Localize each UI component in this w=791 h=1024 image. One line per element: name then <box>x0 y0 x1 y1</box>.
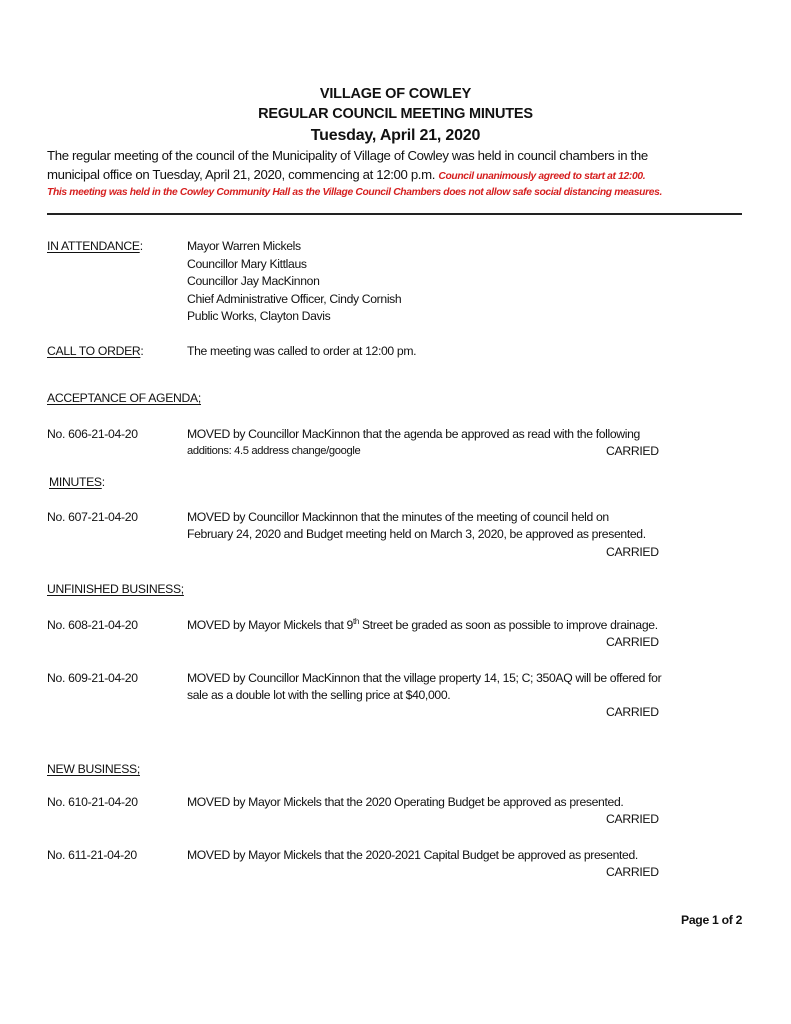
call-to-order-text: The meeting was called to order at 12:00 pm. <box>187 344 417 358</box>
motion-status: CARRIED <box>606 865 659 879</box>
minutes-section-label: MINUTES: <box>49 475 105 489</box>
call-to-order-label: CALL TO ORDER: <box>47 344 144 358</box>
intro-line-2 <box>47 167 645 182</box>
intro-note-location: This meeting was held in the Cowley Community Hall as the Village Council Chambers does not allow safe social distancing measures. <box>47 187 663 198</box>
page-number: Page 1 of 2 <box>681 913 743 927</box>
horizontal-divider <box>47 213 742 215</box>
motion-number: No. 606-21-04-20 <box>47 427 138 441</box>
motion-status: CARRIED <box>606 444 659 458</box>
motion-text: MOVED by Mayor Mickels that the 2020-2021 Capital Budget be approved as presented. <box>187 848 638 862</box>
motion-text: MOVED by Councillor MacKinnon that the agenda be approved as read with the following additions: 4.5 address change/google <box>187 427 640 457</box>
motion-status: CARRIED <box>606 812 659 826</box>
unfinished-business-label: UNFINISHED BUSINESS; <box>47 582 184 596</box>
motion-number: No. 611-21-04-20 <box>47 848 137 862</box>
motion-status: CARRIED <box>606 635 659 649</box>
attendee: Councillor Mary Kittlaus <box>187 256 307 271</box>
intro-line-2-text: municipal office on Tuesday, April 21, 2020, commencing at 12:00 p.m. <box>47 167 436 182</box>
intro-paragraph <box>47 146 747 200</box>
attendance-label: IN ATTENDANCE: <box>47 239 143 253</box>
motion-text: MOVED by Mayor Mickels that the 2020 Operating Budget be approved as presented. <box>187 795 624 809</box>
org-name: VILLAGE OF COWLEY <box>319 86 472 102</box>
motion-number: No. 609-21-04-20 <box>47 671 138 685</box>
document-title: REGULAR COUNCIL MEETING MINUTES <box>258 106 533 122</box>
motion-number: No. 608-21-04-20 <box>47 618 138 632</box>
attendee: Mayor Warren Mickels <box>187 239 301 253</box>
motion-text: MOVED by Councillor MacKinnon that the village property 14, 15; C; 350AQ will be offered for sale as a double lot with the selling price at $40,000. <box>187 671 662 702</box>
intro-line-1: The regular meeting of the council of the Municipality of Village of Cowley was held in council chambers in the <box>47 148 648 163</box>
motion-number: No. 607-21-04-20 <box>47 510 138 524</box>
attendance-list <box>187 238 401 326</box>
attendee: Councillor Jay MacKinnon <box>187 274 320 288</box>
attendee: Public Works, Clayton Davis <box>187 309 331 323</box>
motion-status: CARRIED <box>606 545 659 559</box>
new-business-label: NEW BUSINESS; <box>47 762 140 776</box>
motion-text: MOVED by Councillor Mackinnon that the minutes of the meeting of council held on February 24, 2020 and Budget meeting held on March 3, 2020, be approved as presented. <box>187 510 646 541</box>
motion-text: MOVED by Mayor Mickels that 9th Street be graded as soon as possible to improve drainage. <box>187 616 658 632</box>
intro-note-start-time: Council unanimously agreed to start at 12:00. <box>438 171 646 182</box>
attendee: Chief Administrative Officer, Cindy Cornish <box>187 291 402 306</box>
document-header <box>0 84 791 148</box>
motion-number: No. 610-21-04-20 <box>47 795 138 809</box>
meeting-date: Tuesday, April 21, 2020 <box>310 127 481 144</box>
motion-status: CARRIED <box>606 705 659 719</box>
agenda-section-label: ACCEPTANCE OF AGENDA; <box>47 391 201 405</box>
